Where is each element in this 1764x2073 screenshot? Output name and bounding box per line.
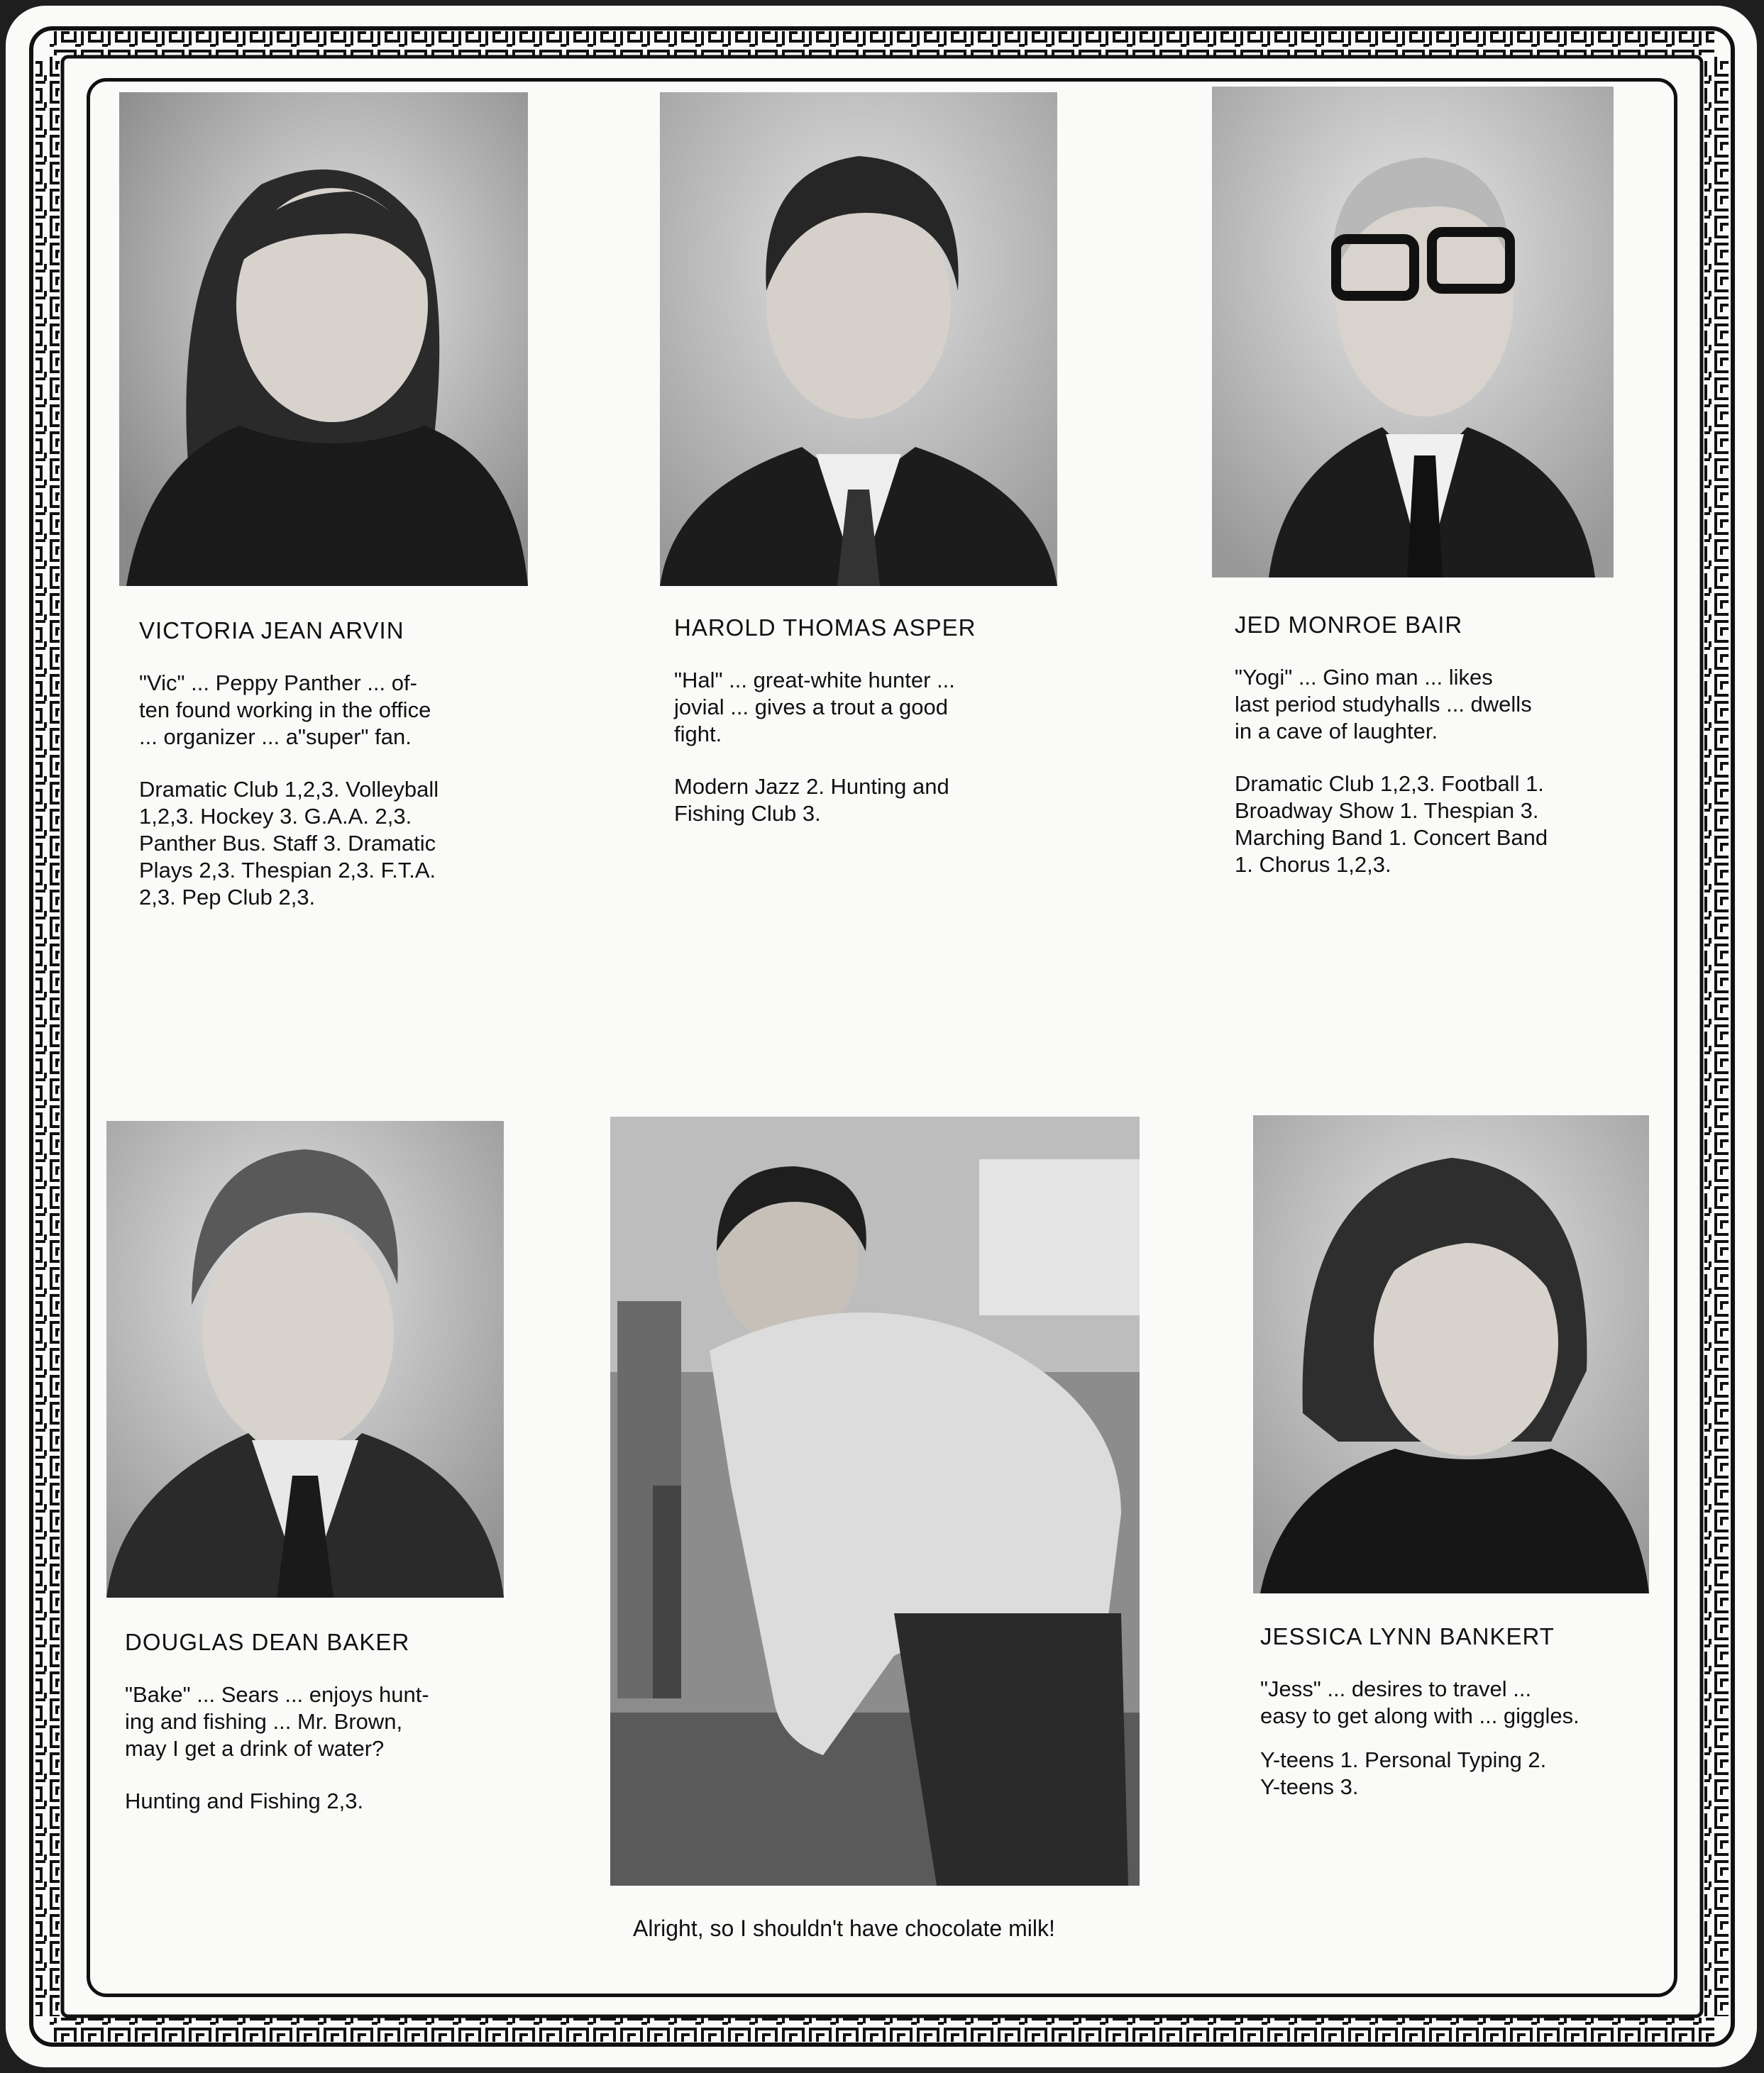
activity-line: Y-teens 1. Personal Typing 2.: [1260, 1747, 1547, 1772]
quote-line: last period studyhalls ... dwells: [1235, 692, 1532, 717]
quote-line: ten found working in the office: [139, 697, 431, 722]
quote-line: "Jess" ... desires to travel ...: [1260, 1676, 1532, 1701]
activity-line: 1,2,3. Hockey 3. G.A.A. 2,3.: [139, 804, 412, 829]
activity-line: Y-teens 3.: [1260, 1774, 1359, 1799]
portrait-harold-asper: [660, 92, 1057, 586]
quote-line: "Bake" ... Sears ... enjoys hunt-: [125, 1682, 429, 1707]
quote-line: ... organizer ... a"super" fan.: [139, 724, 412, 749]
activity-line: 2,3. Pep Club 2,3.: [139, 885, 316, 910]
candid-caption: Alright, so I shouldn't have chocolate milk!: [633, 1916, 1055, 1941]
activity-line: Dramatic Club 1,2,3. Volleyball: [139, 777, 439, 802]
quote-line: in a cave of laughter.: [1235, 719, 1438, 743]
quote-line: "Vic" ... Peppy Panther ... of-: [139, 670, 417, 695]
student-bio-1: [139, 670, 522, 911]
portrait-douglas-baker: [106, 1121, 504, 1598]
activity-line: Modern Jazz 2. Hunting and: [674, 774, 949, 799]
student-bio-2: [674, 667, 1057, 827]
activity-line: Broadway Show 1. Thespian 3.: [1235, 798, 1539, 823]
portrait-jessica-bankert: [1253, 1115, 1649, 1593]
quote-line: "Yogi" ... Gino man ... likes: [1235, 665, 1493, 690]
quote-line: easy to get along with ... giggles.: [1260, 1703, 1580, 1728]
student-name-1: VICTORIA JEAN ARVIN: [139, 617, 404, 643]
quote-line: ing and fishing ... Mr. Brown,: [125, 1709, 403, 1734]
quote-line: jovial ... gives a trout a good: [674, 695, 949, 719]
student-name-3: JED MONROE BAIR: [1235, 612, 1463, 638]
activity-line: Fishing Club 3.: [674, 801, 821, 826]
student-name-2: HAROLD THOMAS ASPER: [674, 614, 976, 641]
activity-line: Marching Band 1. Concert Band: [1235, 825, 1548, 850]
portrait-victoria-arvin: [119, 92, 528, 586]
activity-line: Dramatic Club 1,2,3. Football 1.: [1235, 771, 1544, 796]
quote-line: "Hal" ... great-white hunter ...: [674, 668, 955, 692]
portrait-jed-bair: [1212, 87, 1614, 577]
activity-line: Hunting and Fishing 2,3.: [125, 1789, 364, 1813]
quote-line: fight.: [674, 722, 722, 746]
activity-line: Panther Bus. Staff 3. Dramatic: [139, 831, 436, 856]
quote-line: may I get a drink of water?: [125, 1736, 385, 1761]
student-bio-4: [125, 1681, 508, 1815]
candid-photo: [610, 1117, 1140, 1886]
activity-line: 1. Chorus 1,2,3.: [1235, 852, 1391, 877]
student-bio-5: [1260, 1676, 1643, 1801]
student-name-5: JESSICA LYNN BANKERT: [1260, 1623, 1555, 1649]
student-bio-3: [1235, 664, 1618, 878]
student-name-4: DOUGLAS DEAN BAKER: [125, 1629, 410, 1655]
activity-line: Plays 2,3. Thespian 2,3. F.T.A.: [139, 858, 436, 883]
